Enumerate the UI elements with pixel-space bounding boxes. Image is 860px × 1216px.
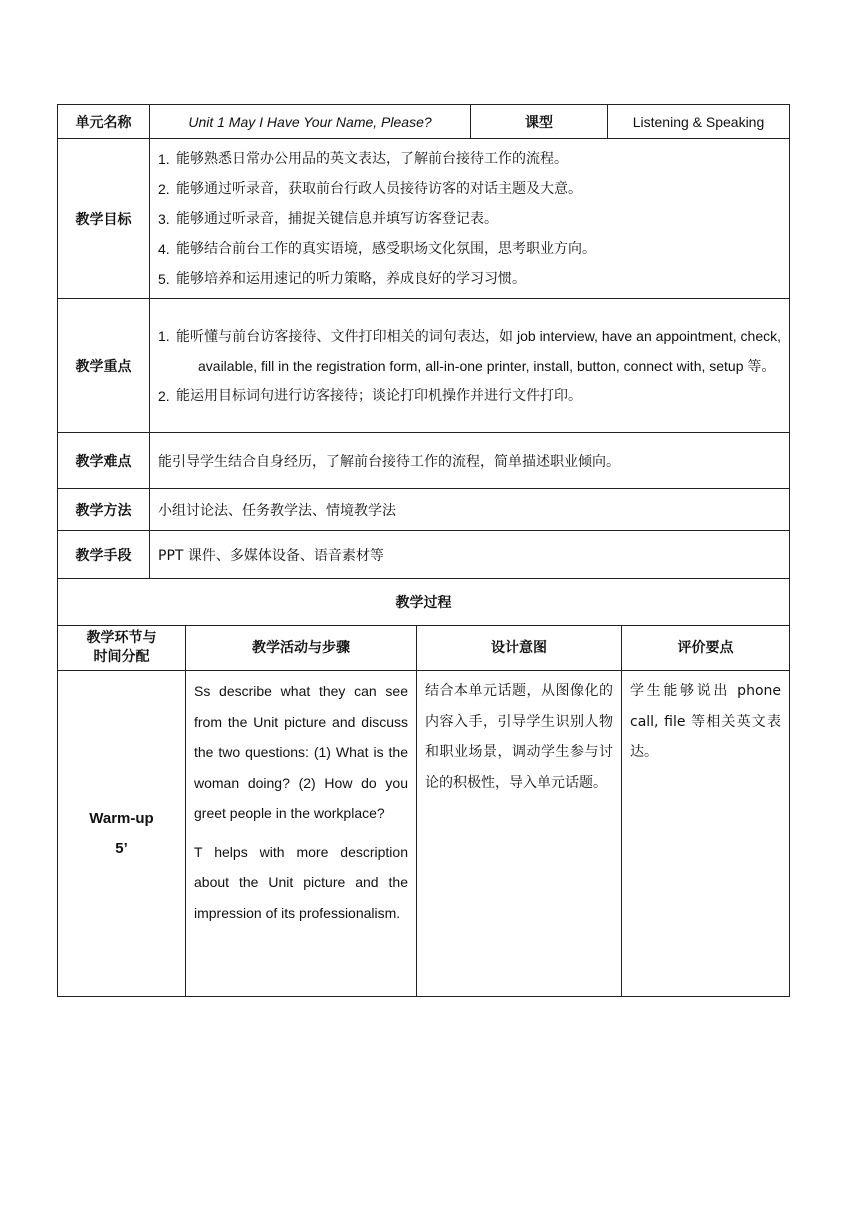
stage-time: 5’ — [115, 839, 128, 857]
objective-item: 1. 能够熟悉日常办公用品的英文表达，了解前台接待工作的流程。 — [158, 150, 568, 167]
activity-cell — [186, 671, 417, 997]
keypoint-item: 1. 能听懂与前台访客接待、文件打印相关的词句表达，如 job interview, have an appointment, check, available, fill in the registration form, all-in-one printer, install, button, connect with, setup 等。 — [158, 327, 781, 374]
process-header-row — [58, 626, 790, 671]
objectives-row — [58, 139, 790, 299]
activity-header: 教学活动与步骤 — [186, 626, 417, 671]
lesson-type-label: 课型 — [471, 105, 608, 139]
intent-header: 设计意图 — [417, 626, 622, 671]
stage-header — [58, 626, 186, 671]
course-info-table — [57, 104, 790, 579]
evaluation-cell: 学生能够说出 phone call, file 等相关英文表达。 — [622, 671, 790, 997]
objectives-cell — [150, 139, 790, 299]
keypoints-cell — [150, 299, 790, 433]
keypoints-label: 教学重点 — [58, 299, 150, 433]
unit-label: 单元名称 — [58, 105, 150, 139]
evaluation-header: 评价要点 — [622, 626, 790, 671]
unit-row — [58, 105, 790, 139]
unit-name: Unit 1 May I Have Your Name, Please? — [150, 105, 471, 139]
means-label: 教学手段 — [58, 531, 150, 579]
objectives-label: 教学目标 — [58, 139, 150, 299]
teaching-process-table — [57, 578, 790, 997]
objective-item: 4. 能够结合前台工作的真实语境，感受职场文化氛围，思考职业方向。 — [158, 240, 596, 257]
difficulty-row — [58, 433, 790, 489]
method-value: 小组讨论法、任务教学法、情境教学法 — [150, 489, 790, 531]
stage-header-line1: 教学环节与 — [86, 630, 157, 646]
process-title-row — [58, 579, 790, 626]
stage-cell — [58, 671, 186, 997]
objectives-list — [158, 144, 781, 294]
stage-header-line2: 时间分配 — [93, 649, 150, 665]
means-row — [58, 531, 790, 579]
objective-item: 5. 能够培养和运用速记的听力策略，养成良好的学习习惯。 — [158, 270, 526, 287]
lesson-plan — [57, 104, 789, 997]
method-row — [58, 489, 790, 531]
keypoint-item: 2. 能运用目标词句进行访客接待；谈论打印机操作并进行文件打印。 — [158, 387, 582, 404]
means-value: PPT 课件、多媒体设备、语音素材等 — [150, 531, 790, 579]
keypoints-row — [58, 299, 790, 433]
activity-step: T helps with more description about the Unit picture and the impression of its professionalism. — [194, 843, 408, 921]
lesson-type-value: Listening & Speaking — [608, 105, 790, 139]
stage-name: Warm-up — [89, 809, 154, 827]
difficulty-label: 教学难点 — [58, 433, 150, 489]
method-label: 教学方法 — [58, 489, 150, 531]
objective-item: 2. 能够通过听录音，获取前台行政人员接待访客的对话主题及大意。 — [158, 180, 582, 197]
objective-item: 3. 能够通过听录音，捕捉关键信息并填写访客登记表。 — [158, 210, 498, 227]
intent-cell: 结合本单元话题，从图像化的内容入手，引导学生识别人物和职业场景，调动学生参与讨论的积极性，导入单元话题。 — [417, 671, 622, 997]
warmup-row — [58, 671, 790, 997]
process-title: 教学过程 — [58, 579, 790, 626]
difficulty-value: 能引导学生结合自身经历，了解前台接待工作的流程，简单描述职业倾向。 — [150, 433, 790, 489]
activity-step: Ss describe what they can see from the Unit picture and discuss the two questions: (1) What is the woman doing? (2) How do you greet people in the workplace? — [194, 683, 408, 821]
keypoints-list — [158, 321, 781, 411]
